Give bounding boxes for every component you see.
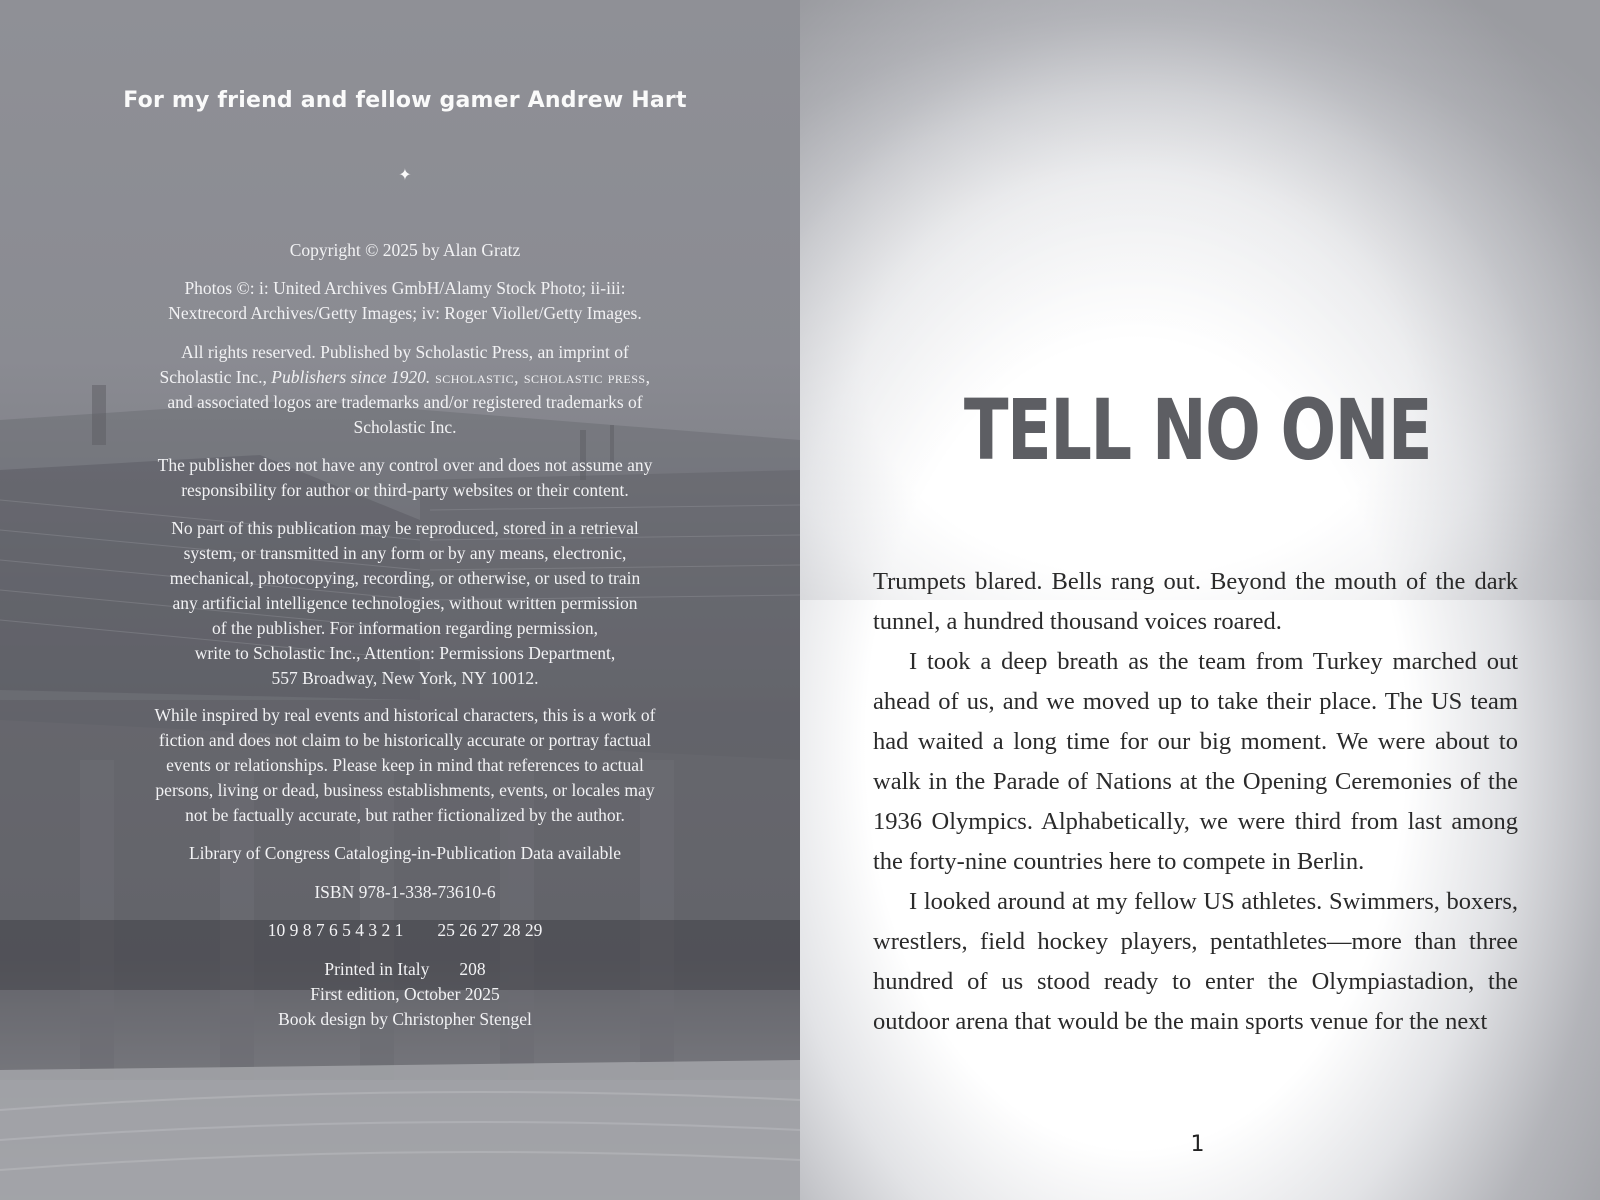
- ornament-star-icon: ✦: [398, 165, 412, 184]
- page-number: 1: [1190, 1132, 1205, 1157]
- paragraph-1: Trumpets blared. Bells rang out. Beyond the mouth of the dark tunnel, a hundred thousand voices roared.: [873, 568, 1518, 635]
- edition-line: First edition, October 2025: [310, 984, 500, 1004]
- photo-credits-line-1: Photos ©: i: United Archives GmbH/Alamy Stock Photo; ii-iii:: [184, 278, 626, 298]
- disclaimer-line-2: responsibility for author or third-party websites or their content.: [181, 480, 629, 500]
- reproduction-line-1: No part of this publication may be reproduced, stored in a retrieval: [171, 518, 639, 538]
- dedication: For my friend and fellow gamer Andrew Hart: [123, 88, 687, 113]
- chapter-title: TELL NO ONE: [963, 381, 1432, 479]
- chapter-page: [800, 0, 1600, 1200]
- cip-data: [125, 841, 685, 866]
- reproduction-line-4: any artificial intelligence technologies, without written permission: [172, 593, 638, 613]
- printing-numbers: [125, 918, 685, 943]
- disclaimer-line-1: The publisher does not have any control over and does not assume any: [157, 455, 653, 475]
- rights-line-2: [125, 365, 685, 390]
- years-line: 25 26 27 28 29: [437, 920, 543, 940]
- printed-in-line: [125, 957, 685, 982]
- fiction-line-4: persons, living or dead, business establishments, events, or locales may: [155, 780, 655, 800]
- design-credit-line: Book design by Christopher Stengel: [278, 1009, 532, 1029]
- fiction-line-3: events or relationships. Please keep in mind that references to actual: [166, 755, 644, 775]
- fiction-line-2: fiction and does not claim to be historically accurate or portray factual: [158, 730, 652, 750]
- photo-credits: [125, 276, 685, 326]
- cip-line: Library of Congress Cataloging-in-Publication Data available: [188, 843, 622, 863]
- fiction-line-5: not be factually accurate, but rather fictionalized by the author.: [185, 805, 625, 825]
- reproduction-line-5: of the publisher. For information regarding permission,: [212, 618, 598, 638]
- printing-line: 10 9 8 7 6 5 4 3 2 1: [267, 920, 404, 940]
- copyright-line: Copyright © 2025 by Alan Gratz: [289, 240, 521, 260]
- rights-line-3: and associated logos are trademarks and/or registered trademarks of: [167, 392, 643, 412]
- reproduction-line-6: write to Scholastic Inc., Attention: Permissions Department,: [194, 643, 616, 663]
- photo-credits-line-2: Nextrecord Archives/Getty Images; iv: Roger Viollet/Getty Images.: [168, 303, 642, 323]
- scholastic-trademarks: scholastic, scholastic press,: [430, 367, 651, 387]
- fiction-line-1: While inspired by real events and historical characters, this is a work of: [154, 705, 656, 725]
- publishers-since: Publishers since 1920.: [271, 367, 431, 387]
- copyright-notice: [125, 238, 685, 263]
- paragraph-2: I took a deep breath as the team from Turkey marched out ahead of us, and we moved up to take their place. The US team had waited a long time for our big moment. We were about to walk in the Parade of Nations at the Opening Ceremonies of the 1936 Olympics. Alphabetically, we were third from last among the forty-nine countries here to compete in Berlin.: [873, 648, 1518, 875]
- printed-in: Printed in Italy: [324, 959, 430, 979]
- reproduction-notice: [125, 516, 685, 691]
- rights-line-2a: Scholastic Inc.,: [159, 367, 272, 387]
- printing-numbers-line: [125, 918, 685, 943]
- rights-line-4: Scholastic Inc.: [353, 417, 457, 437]
- reproduction-line-3: mechanical, photocopying, recording, or otherwise, or used to train: [169, 568, 641, 588]
- publisher-disclaimer: [125, 453, 685, 503]
- paragraph-3: I looked around at my fellow US athletes. Swimmers, boxers, wrestlers, field hockey players, pentathletes—more than three hundred of us stood ready to enter the Olympiastadion, the outdoor arena that would be the main sports venue for the next: [873, 888, 1518, 1035]
- printing-info: [125, 957, 685, 1032]
- fiction-note: [125, 703, 685, 828]
- rights-reserved: [125, 340, 685, 440]
- chapter-body-text: [873, 562, 1518, 1042]
- reproduction-line-7: 557 Broadway, New York, NY 10012.: [271, 668, 539, 688]
- isbn: [125, 880, 685, 905]
- print-code: 208: [459, 959, 486, 979]
- reproduction-line-2: system, or transmitted in any form or by any means, electronic,: [183, 543, 627, 563]
- rights-line-1: All rights reserved. Published by Scholastic Press, an imprint of: [181, 342, 629, 362]
- isbn-line: ISBN 978-1-338-73610-6: [314, 882, 496, 902]
